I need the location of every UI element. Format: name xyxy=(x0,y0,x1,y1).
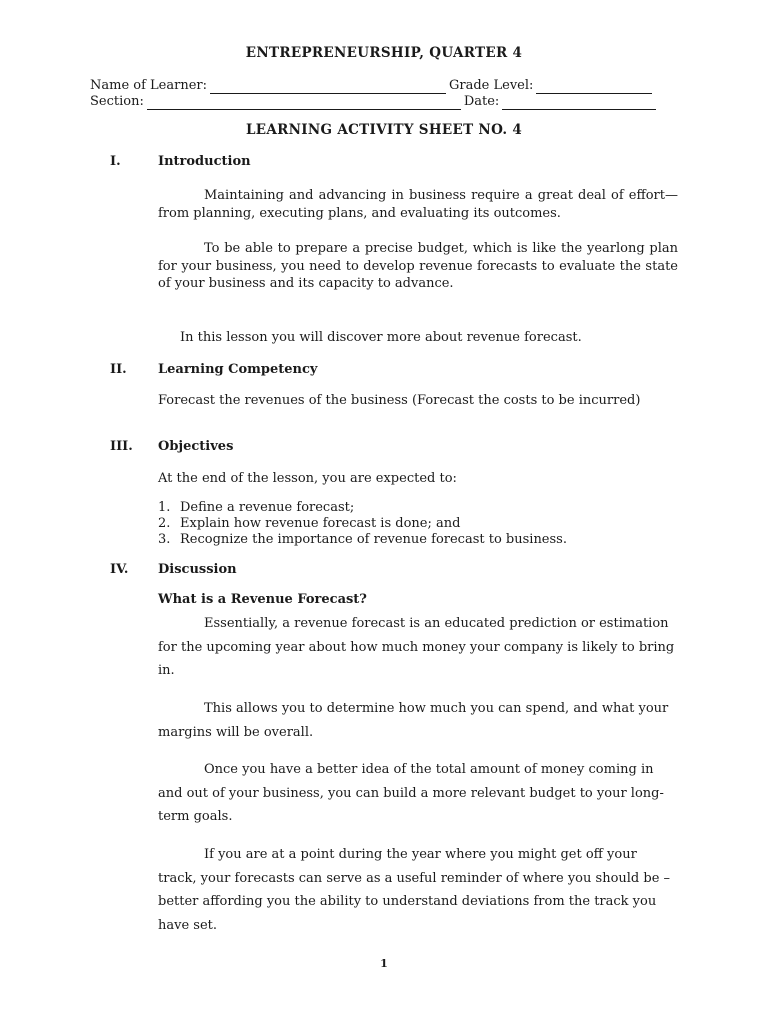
intro-paragraph-3: In this lesson you will discover more about revenue forecast. xyxy=(180,330,582,345)
discussion-subheading: What is a Revenue Forecast? xyxy=(158,592,367,607)
section-numeral-2: II. xyxy=(110,362,127,377)
objectives-list xyxy=(158,500,678,548)
date-label: Date: xyxy=(463,94,500,109)
list-item xyxy=(158,516,678,532)
sheet-title: LEARNING ACTIVITY SHEET NO. 4 xyxy=(245,122,523,138)
learner-info-block xyxy=(90,78,680,110)
section-heading-discussion: Discussion xyxy=(158,562,237,577)
grade-label: Grade Level: xyxy=(449,78,534,93)
section-heading-learning-competency: Learning Competency xyxy=(158,362,318,377)
discussion-paragraph-2: This allows you to determine how much you can spend, and what your margins will be overall. xyxy=(158,701,669,740)
date-field[interactable] xyxy=(502,97,656,110)
section-heading-objectives: Objectives xyxy=(158,439,234,454)
list-item-number: 2. xyxy=(158,516,171,531)
discussion-paragraph-4: If you are at a point during the year where you might get off your track, your forecasts can serve as a useful reminder of where you should be – better affording you the ability to understand deviations from the track you have set. xyxy=(158,847,671,933)
section-field[interactable] xyxy=(147,97,461,110)
section-numeral-1: I. xyxy=(110,154,121,169)
list-item xyxy=(158,532,678,548)
section-heading-introduction: Introduction xyxy=(158,154,251,169)
competency-paragraph: Forecast the revenues of the business (Forecast the costs to be incurred) xyxy=(158,393,641,408)
document-title: ENTREPRENEURSHIP, QUARTER 4 xyxy=(245,45,523,61)
list-item-number: 3. xyxy=(158,532,171,547)
section-numeral-3: III. xyxy=(110,439,133,454)
name-field[interactable] xyxy=(210,81,446,94)
grade-field[interactable] xyxy=(536,81,652,94)
list-item-text: Recognize the importance of revenue forecast to business. xyxy=(180,532,567,547)
name-label: Name of Learner: xyxy=(90,78,207,93)
section-label: Section: xyxy=(90,94,144,109)
list-item-number: 1. xyxy=(158,500,171,515)
intro-paragraph-2: To be able to prepare a precise budget, which is like the yearlong plan for your business, you need to develop revenue forecasts to evaluate the state of your business and its capacity to advance. xyxy=(158,241,678,291)
section-date-row xyxy=(90,94,680,110)
discussion-paragraph-3: Once you have a better idea of the total amount of money coming in and out of your business, you can build a more relevant budget to your long-term goals. xyxy=(158,762,664,824)
section-numeral-4: IV. xyxy=(110,562,129,577)
list-item-text: Explain how revenue forecast is done; and xyxy=(180,516,461,531)
list-item-text: Define a revenue forecast; xyxy=(180,500,355,515)
page-number: 1 xyxy=(380,957,388,970)
intro-paragraph-1: Maintaining and advancing in business require a great deal of effort—from planning, executing plans, and evaluating its outcomes. xyxy=(158,188,678,221)
discussion-paragraph-1: Essentially, a revenue forecast is an educated prediction or estimation for the upcoming year about how much money your company is likely to bring in. xyxy=(158,616,675,678)
objectives-intro: At the end of the lesson, you are expected to: xyxy=(158,471,457,486)
name-grade-row xyxy=(90,78,680,94)
list-item xyxy=(158,500,678,516)
